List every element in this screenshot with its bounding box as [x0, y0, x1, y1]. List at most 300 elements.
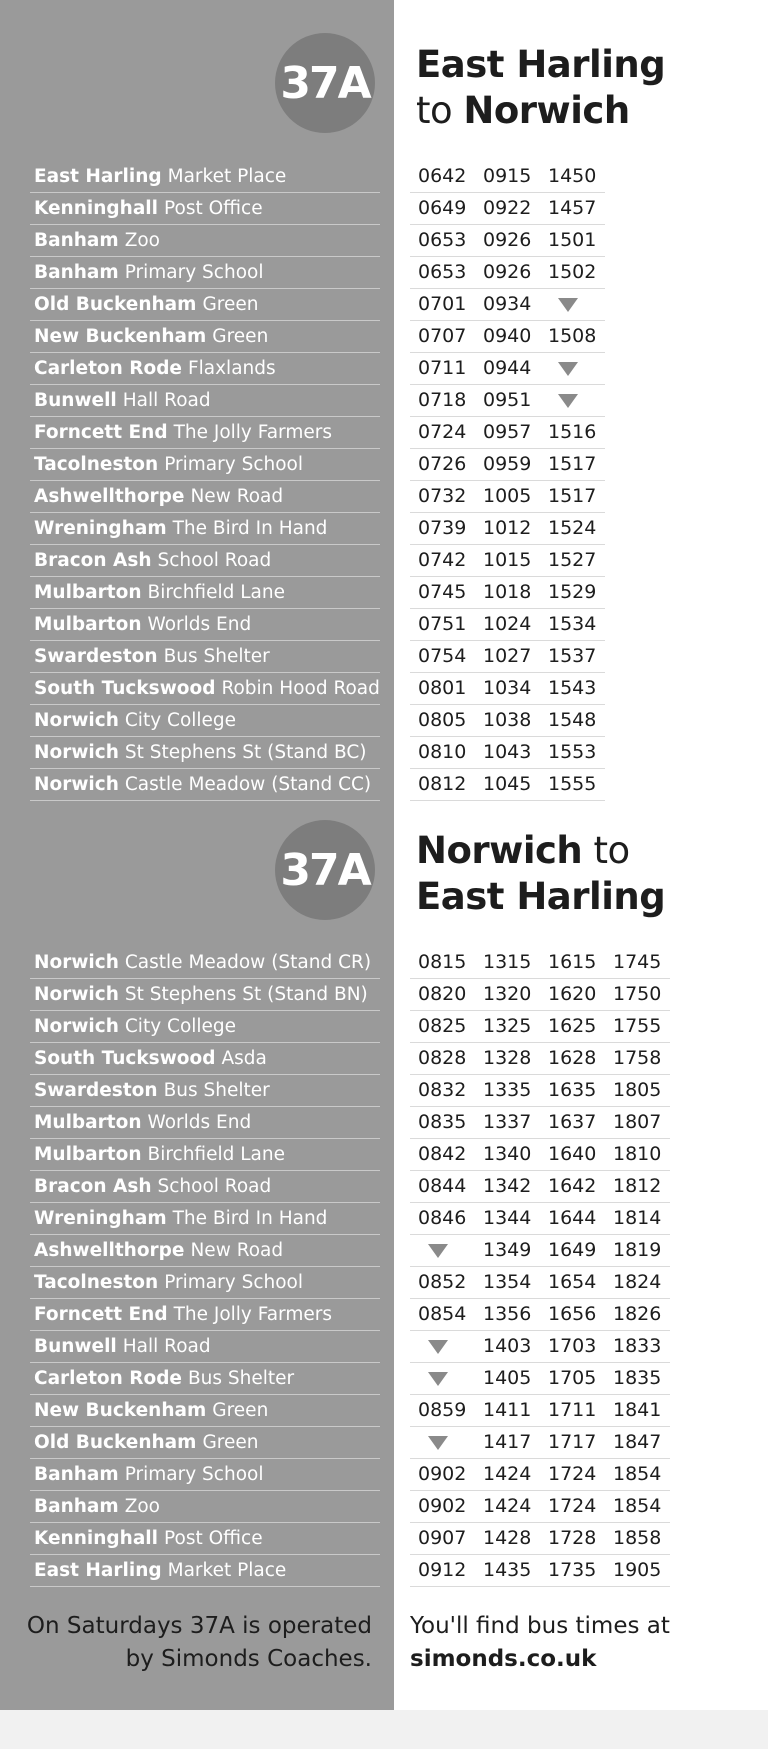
time-row [410, 1363, 670, 1395]
departure-time: 0701 [418, 293, 467, 315]
departure-time: 1411 [483, 1399, 532, 1421]
stop-town: South Tuckswood [34, 1048, 216, 1069]
departure-time: 1649 [548, 1239, 597, 1261]
outbound-title-destination: Norwich [463, 89, 630, 132]
inbound-title-destination: East Harling [416, 875, 666, 918]
departure-time: 0835 [418, 1111, 467, 1133]
departure-time: 1417 [483, 1431, 532, 1453]
stop-town: Mulbarton [34, 1112, 142, 1133]
stop-place: Bus Shelter [163, 646, 270, 667]
departure-time: 1405 [483, 1367, 532, 1389]
stop-row [30, 1363, 380, 1395]
departure-time: 1750 [613, 983, 662, 1005]
stop-town: Mulbarton [34, 1144, 142, 1165]
stop-row [30, 417, 380, 449]
time-row [410, 1427, 670, 1459]
stop-row [30, 1139, 380, 1171]
stop-town: New Buckenham [34, 1400, 207, 1421]
does-not-stop-marker [410, 1427, 475, 1458]
departure-time: 1018 [483, 581, 532, 603]
departure-time: 1027 [483, 645, 532, 667]
stop-place: Hall Road [122, 1336, 211, 1357]
stop-place: Worlds End [147, 614, 252, 635]
stop-place: City College [124, 710, 237, 731]
time-row [410, 417, 605, 449]
departure-time: 1517 [548, 453, 597, 475]
departure-time: 0754 [418, 645, 467, 667]
stop-town: Banham [34, 230, 119, 251]
stop-place: The Bird In Hand [172, 1208, 328, 1229]
stop-town: Bracon Ash [34, 1176, 152, 1197]
stop-row [30, 769, 380, 801]
time-row [410, 1267, 670, 1299]
time-row [410, 947, 670, 979]
departure-time: 1424 [483, 1495, 532, 1517]
departure-time: 1315 [483, 951, 532, 973]
stop-town: Old Buckenham [34, 1432, 197, 1453]
time-row [410, 1395, 670, 1427]
departure-time: 1043 [483, 741, 532, 763]
departure-time: 1905 [613, 1559, 662, 1581]
down-triangle-icon [428, 1340, 448, 1354]
stop-place: Post Office [164, 1528, 263, 1549]
saturday-note-line-1: On Saturdays 37A is operated [26, 1613, 372, 1639]
departure-time: 0820 [418, 983, 467, 1005]
stop-row [30, 1267, 380, 1299]
departure-time: 1328 [483, 1047, 532, 1069]
departure-time: 1320 [483, 983, 532, 1005]
departure-time: 1644 [548, 1207, 597, 1229]
departure-time: 0902 [418, 1463, 467, 1485]
departure-time: 1656 [548, 1303, 597, 1325]
stop-town: Old Buckenham [34, 294, 197, 315]
departure-time: 1819 [613, 1239, 662, 1261]
time-row [410, 769, 605, 801]
stop-town: Swardeston [34, 1080, 158, 1101]
stop-row [30, 321, 380, 353]
departure-time: 1814 [613, 1207, 662, 1229]
departure-time: 1012 [483, 517, 532, 539]
departure-time: 1349 [483, 1239, 532, 1261]
inbound-title-origin: Norwich [416, 829, 583, 872]
stop-place: Castle Meadow (Stand CC) [124, 774, 372, 795]
departure-time: 0815 [418, 951, 467, 973]
stop-place: Asda [221, 1048, 267, 1069]
departure-time: 1527 [548, 549, 597, 571]
departure-time: 1428 [483, 1527, 532, 1549]
saturday-operator-note [20, 1610, 372, 1676]
stop-row [30, 673, 380, 705]
departure-time: 1847 [613, 1431, 662, 1453]
stop-place: Bus Shelter [187, 1368, 295, 1389]
stop-row [30, 609, 380, 641]
time-row [410, 1491, 670, 1523]
stop-place: Market Place [167, 166, 287, 187]
departure-time: 1835 [613, 1367, 662, 1389]
departure-time: 1534 [548, 613, 597, 635]
departure-time: 1516 [548, 421, 597, 443]
time-row [410, 1459, 670, 1491]
departure-time: 1548 [548, 709, 597, 731]
stop-row [30, 1491, 380, 1523]
departure-time: 1812 [613, 1175, 662, 1197]
stop-row [30, 449, 380, 481]
departure-time: 1805 [613, 1079, 662, 1101]
stop-town: Norwich [34, 742, 119, 763]
departure-time: 0934 [483, 293, 532, 315]
stop-place: School Road [157, 1176, 272, 1197]
stop-row [30, 513, 380, 545]
time-row [410, 289, 605, 321]
departure-time: 1555 [548, 773, 597, 795]
stop-place: Hall Road [122, 390, 211, 411]
inbound-title-origin-line [416, 828, 665, 874]
stop-row [30, 1459, 380, 1491]
saturday-note-line-2: by Simonds Coaches. [125, 1646, 372, 1672]
time-row [410, 1075, 670, 1107]
stop-town: Wreningham [34, 518, 167, 539]
stop-town: Kenninghall [34, 1528, 158, 1549]
time-row [410, 1523, 670, 1555]
departure-time: 0832 [418, 1079, 467, 1101]
outbound-time-table [410, 161, 605, 801]
stop-town: Forncett End [34, 422, 168, 443]
stop-row [30, 1427, 380, 1459]
does-not-stop-marker [540, 385, 605, 416]
stop-place: Castle Meadow (Stand CR) [124, 952, 372, 973]
departure-time: 1337 [483, 1111, 532, 1133]
time-row [410, 385, 605, 417]
stop-row [30, 385, 380, 417]
stop-row [30, 545, 380, 577]
stop-row [30, 1395, 380, 1427]
departure-time: 0812 [418, 773, 467, 795]
departure-time: 1755 [613, 1015, 662, 1037]
stop-place: Green [202, 1432, 259, 1453]
departure-time: 1854 [613, 1463, 662, 1485]
stop-town: Bunwell [34, 1336, 117, 1357]
departure-time: 1354 [483, 1271, 532, 1293]
stop-row [30, 947, 380, 979]
departure-time: 0653 [418, 261, 467, 283]
departure-time: 0842 [418, 1143, 467, 1165]
stop-row [30, 1235, 380, 1267]
time-row [410, 1011, 670, 1043]
time-row [410, 1139, 670, 1171]
departure-time: 1038 [483, 709, 532, 731]
stop-town: Banham [34, 1496, 119, 1517]
departure-time: 1735 [548, 1559, 597, 1581]
time-row [410, 545, 605, 577]
departure-time: 0805 [418, 709, 467, 731]
time-row [410, 161, 605, 193]
departure-time: 0926 [483, 229, 532, 251]
stop-row [30, 353, 380, 385]
outbound-title-destination-line [416, 88, 665, 134]
departure-time: 0825 [418, 1015, 467, 1037]
departure-time: 0732 [418, 485, 467, 507]
stop-place: St Stephens St (Stand BN) [124, 984, 368, 1005]
stop-row [30, 161, 380, 193]
stop-town: East Harling [34, 1560, 162, 1581]
departure-time: 1342 [483, 1175, 532, 1197]
departure-time: 1502 [548, 261, 597, 283]
stop-place: Birchfield Lane [147, 1144, 285, 1165]
stop-place: Robin Hood Road [221, 678, 380, 699]
departure-time: 1024 [483, 613, 532, 635]
departure-time: 0915 [483, 165, 532, 187]
departure-time: 0718 [418, 389, 467, 411]
departure-time: 1841 [613, 1399, 662, 1421]
stop-place: The Bird In Hand [172, 518, 328, 539]
departure-time: 1635 [548, 1079, 597, 1101]
stop-row [30, 1203, 380, 1235]
stop-place: The Jolly Farmers [173, 422, 332, 443]
stop-place: New Road [190, 1240, 284, 1261]
departure-time: 1517 [548, 485, 597, 507]
departure-time: 1826 [613, 1303, 662, 1325]
departure-time: 1620 [548, 983, 597, 1005]
departure-time: 0846 [418, 1207, 467, 1229]
departure-time: 1435 [483, 1559, 532, 1581]
stop-place: Birchfield Lane [147, 582, 285, 603]
outbound-title-to: to [416, 89, 464, 132]
stop-row [30, 289, 380, 321]
departure-time: 1335 [483, 1079, 532, 1101]
time-row [410, 1043, 670, 1075]
departure-time: 0859 [418, 1399, 467, 1421]
departure-time: 1833 [613, 1335, 662, 1357]
inbound-time-table [410, 947, 670, 1587]
time-row [410, 353, 605, 385]
operator-website-link[interactable]: simonds.co.uk [410, 1646, 597, 1672]
stop-place: Primary School [124, 262, 264, 283]
departure-time: 0854 [418, 1303, 467, 1325]
departure-time: 0922 [483, 197, 532, 219]
departure-time: 1824 [613, 1271, 662, 1293]
departure-time: 1854 [613, 1495, 662, 1517]
time-row [410, 1203, 670, 1235]
departure-time: 1501 [548, 229, 597, 251]
departure-time: 1450 [548, 165, 597, 187]
does-not-stop-marker [410, 1363, 475, 1394]
stop-row [30, 481, 380, 513]
stop-row [30, 1107, 380, 1139]
time-row [410, 1299, 670, 1331]
stop-place: Flaxlands [187, 358, 276, 379]
time-row [410, 257, 605, 289]
stop-row [30, 1043, 380, 1075]
down-triangle-icon [558, 394, 578, 408]
time-row [410, 609, 605, 641]
departure-time: 0951 [483, 389, 532, 411]
stop-place: Primary School [164, 454, 303, 475]
stop-town: Wreningham [34, 1208, 167, 1229]
departure-time: 1807 [613, 1111, 662, 1133]
departure-time: 0726 [418, 453, 467, 475]
stop-place: Green [212, 1400, 269, 1421]
stop-town: Norwich [34, 952, 119, 973]
departure-time: 0902 [418, 1495, 467, 1517]
time-row [410, 705, 605, 737]
stop-row [30, 1011, 380, 1043]
departure-time: 0711 [418, 357, 467, 379]
time-row [410, 673, 605, 705]
time-row [410, 321, 605, 353]
time-row [410, 1171, 670, 1203]
departure-time: 0907 [418, 1527, 467, 1549]
departure-time: 1344 [483, 1207, 532, 1229]
inbound-title [416, 828, 665, 920]
inbound-stop-list [30, 947, 380, 1587]
departure-time: 1615 [548, 951, 597, 973]
departure-time: 0844 [418, 1175, 467, 1197]
down-triangle-icon [428, 1372, 448, 1386]
does-not-stop-marker [540, 289, 605, 320]
stop-town: Norwich [34, 774, 119, 795]
time-row [410, 481, 605, 513]
departure-time: 1711 [548, 1399, 597, 1421]
stop-row [30, 225, 380, 257]
departure-time: 1424 [483, 1463, 532, 1485]
route-badge-outbound: 37A [275, 33, 375, 133]
stop-row [30, 737, 380, 769]
stop-row [30, 1555, 380, 1587]
departure-time: 1553 [548, 741, 597, 763]
departure-time: 1858 [613, 1527, 662, 1549]
stop-town: Ashwellthorpe [34, 1240, 185, 1261]
time-row [410, 1107, 670, 1139]
departure-time: 0959 [483, 453, 532, 475]
departure-time: 0940 [483, 325, 532, 347]
stop-place: St Stephens St (Stand BC) [124, 742, 367, 763]
departure-time: 1403 [483, 1335, 532, 1357]
departure-time: 1508 [548, 325, 597, 347]
stop-town: Banham [34, 262, 119, 283]
time-row [410, 513, 605, 545]
stop-town: Bunwell [34, 390, 117, 411]
time-row [410, 641, 605, 673]
stop-town: Swardeston [34, 646, 158, 667]
departure-time: 1537 [548, 645, 597, 667]
time-row [410, 449, 605, 481]
time-row [410, 193, 605, 225]
departure-time: 1529 [548, 581, 597, 603]
stop-town: Carleton Rode [34, 358, 182, 379]
down-triangle-icon [428, 1436, 448, 1450]
departure-time: 0828 [418, 1047, 467, 1069]
does-not-stop-marker [410, 1331, 475, 1362]
departure-time: 1457 [548, 197, 597, 219]
time-row [410, 577, 605, 609]
departure-time: 1642 [548, 1175, 597, 1197]
stop-town: Carleton Rode [34, 1368, 182, 1389]
departure-time: 1717 [548, 1431, 597, 1453]
stop-row [30, 1331, 380, 1363]
time-row [410, 737, 605, 769]
does-not-stop-marker [540, 353, 605, 384]
stop-place: Primary School [124, 1464, 264, 1485]
stop-row [30, 577, 380, 609]
stop-town: New Buckenham [34, 326, 207, 347]
stop-place: Post Office [164, 198, 263, 219]
departure-time: 1325 [483, 1015, 532, 1037]
stop-town: Mulbarton [34, 582, 142, 603]
stop-place: Market Place [167, 1560, 287, 1581]
departure-time: 1705 [548, 1367, 597, 1389]
stop-town: Forncett End [34, 1304, 168, 1325]
departure-time: 1724 [548, 1495, 597, 1517]
bus-times-info-text: You'll find bus times at [410, 1613, 670, 1639]
stop-row [30, 1171, 380, 1203]
stop-town: Tacolneston [34, 1272, 159, 1293]
departure-time: 0739 [418, 517, 467, 539]
departure-time: 1625 [548, 1015, 597, 1037]
departure-time: 0649 [418, 197, 467, 219]
stop-place: Worlds End [147, 1112, 252, 1133]
departure-time: 1758 [613, 1047, 662, 1069]
departure-time: 0742 [418, 549, 467, 571]
stop-place: Zoo [124, 230, 160, 251]
outbound-title [416, 42, 665, 134]
departure-time: 1654 [548, 1271, 597, 1293]
departure-time: 1015 [483, 549, 532, 571]
departure-time: 1034 [483, 677, 532, 699]
stop-place: Bus Shelter [163, 1080, 270, 1101]
down-triangle-icon [558, 298, 578, 312]
stop-place: Zoo [124, 1496, 160, 1517]
departure-time: 1340 [483, 1143, 532, 1165]
page-bottom-edge [0, 1710, 768, 1749]
departure-time: 0653 [418, 229, 467, 251]
stop-place: School Road [157, 550, 272, 571]
down-triangle-icon [558, 362, 578, 376]
stop-row [30, 1075, 380, 1107]
stop-town: Ashwellthorpe [34, 486, 185, 507]
stop-town: Norwich [34, 984, 119, 1005]
departure-time: 0944 [483, 357, 532, 379]
stop-row [30, 193, 380, 225]
departure-time: 0707 [418, 325, 467, 347]
departure-time: 1005 [483, 485, 532, 507]
stop-row [30, 641, 380, 673]
departure-time: 1724 [548, 1463, 597, 1485]
inbound-title-to: to [582, 829, 630, 872]
stop-row [30, 979, 380, 1011]
departure-time: 0745 [418, 581, 467, 603]
departure-time: 0852 [418, 1271, 467, 1293]
departure-time: 0642 [418, 165, 467, 187]
departure-time: 0724 [418, 421, 467, 443]
departure-time: 0751 [418, 613, 467, 635]
route-badge-inbound: 37A [275, 820, 375, 920]
stop-place: New Road [190, 486, 284, 507]
departure-time: 1810 [613, 1143, 662, 1165]
departure-time: 1356 [483, 1303, 532, 1325]
departure-time: 1524 [548, 517, 597, 539]
stop-town: Norwich [34, 710, 119, 731]
stop-row [30, 1299, 380, 1331]
departure-time: 1637 [548, 1111, 597, 1133]
departure-time: 0810 [418, 741, 467, 763]
stop-town: East Harling [34, 166, 162, 187]
departure-time: 0957 [483, 421, 532, 443]
stop-place: Primary School [164, 1272, 303, 1293]
time-row [410, 1555, 670, 1587]
stop-row [30, 1523, 380, 1555]
departure-time: 1045 [483, 773, 532, 795]
stop-town: Norwich [34, 1016, 119, 1037]
